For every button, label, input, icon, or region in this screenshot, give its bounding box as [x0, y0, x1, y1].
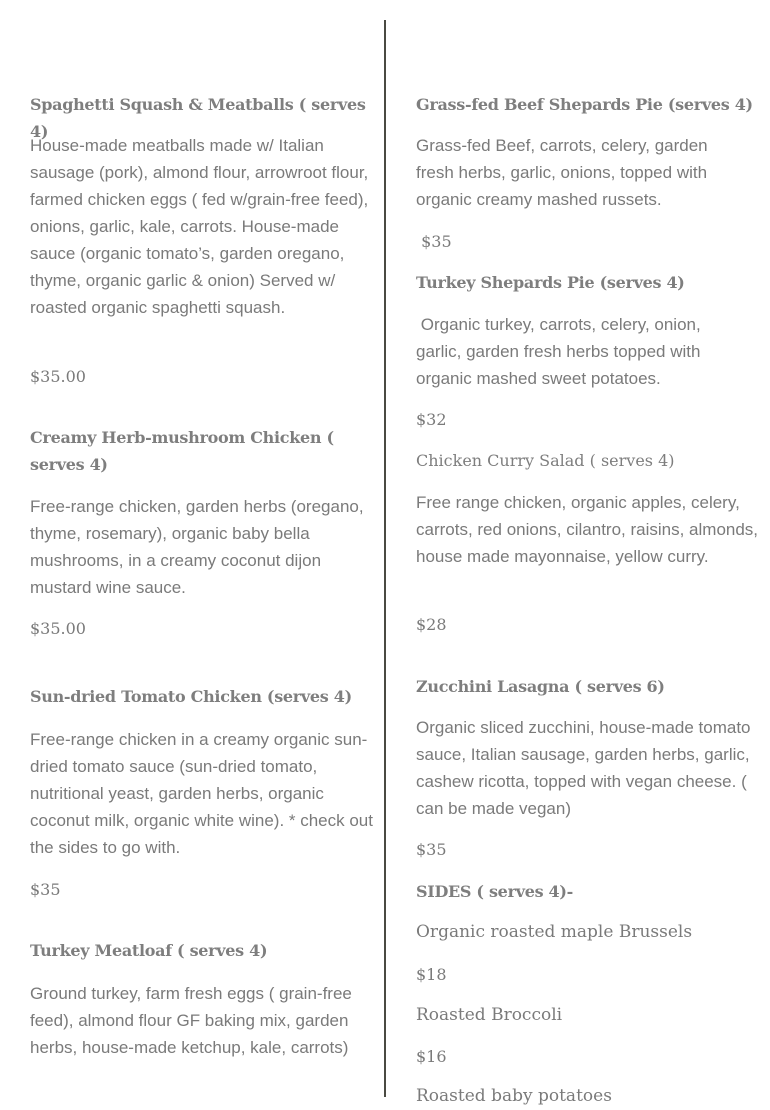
dish-description: Free-range chicken in a creamy organic sun-dried tomato sauce (sun-dried tomato, nutritional yeast, garden herbs, organic coconut milk, organic white wine). * check out the sides to go with. — [30, 730, 378, 857]
dish-description: Organic sliced zucchini, house-made tomato sauce, Italian sausage, garden herbs, garlic, cashew ricotta, topped with vegan cheese. ( can be made vegan) — [416, 718, 756, 818]
dish-price: $32 — [416, 410, 447, 429]
side-item-name: Roasted baby potatoes — [416, 1086, 612, 1106]
dish-title: Chicken Curry Salad ( serves 4) — [416, 451, 675, 470]
dish-title: Turkey Meatloaf ( serves 4) — [30, 941, 268, 960]
dish-description: House-made meatballs made w/ Italian sausage (pork), almond flour, arrowroot flour, farmed chicken eggs ( fed w/grain-free feed), onions, garlic, kale, carrots. House-made sauce (organic tomato’s, garden oregano, thyme, organic garlic & onion) Served w/ roasted organic spaghetti squash. — [30, 136, 374, 317]
dish-title: Grass-fed Beef Shepards Pie (serves 4) — [416, 95, 753, 114]
dish-price: $28 — [416, 615, 447, 634]
dish-title: Sun-dried Tomato Chicken (serves 4) — [30, 687, 352, 706]
side-item-price: $18 — [416, 965, 447, 984]
dish-description: Grass-fed Beef, carrots, celery, garden fresh herbs, garlic, onions, topped with organic creamy mashed russets. — [416, 136, 713, 209]
dish-price: $35.00 — [30, 367, 86, 386]
dish-title: Creamy Herb-mushroom Chicken ( serves 4) — [30, 428, 340, 474]
dish-title: Zucchini Lasagna ( serves 6) — [416, 677, 665, 696]
dish-description: Organic turkey, carrots, celery, onion, garlic, garden fresh herbs topped with organic mashed sweet potatoes. — [416, 315, 706, 388]
dish-price: $35 — [30, 880, 61, 899]
side-item-name: Organic roasted maple Brussels — [416, 922, 693, 942]
dish-title: Spaghetti Squash & Meatballs ( serves 4) — [30, 95, 371, 141]
dish-description: Free-range chicken, garden herbs (oregano, thyme, rosemary), organic baby bella mushrooms, in a creamy coconut dijon mustard wine sauce. — [30, 497, 369, 597]
dish-price: $35.00 — [30, 619, 86, 638]
dish-title: Turkey Shepards Pie (serves 4) — [416, 273, 685, 292]
side-item-name: Roasted Broccoli — [416, 1005, 563, 1025]
column-divider — [384, 20, 386, 1097]
dish-price: $35 — [416, 840, 447, 859]
dish-price: $35 — [416, 232, 452, 251]
dish-description: Free range chicken, organic apples, celery, carrots, red onions, cilantro, raisins, almonds, house made mayonnaise, yellow curry. — [416, 493, 763, 566]
sides-heading: SIDES ( serves 4)- — [416, 882, 573, 901]
side-item-price: $16 — [416, 1047, 447, 1066]
dish-description: Ground turkey, farm fresh eggs ( grain-free feed), almond flour GF baking mix, garden herbs, house-made ketchup, kale, carrots) — [30, 984, 357, 1057]
